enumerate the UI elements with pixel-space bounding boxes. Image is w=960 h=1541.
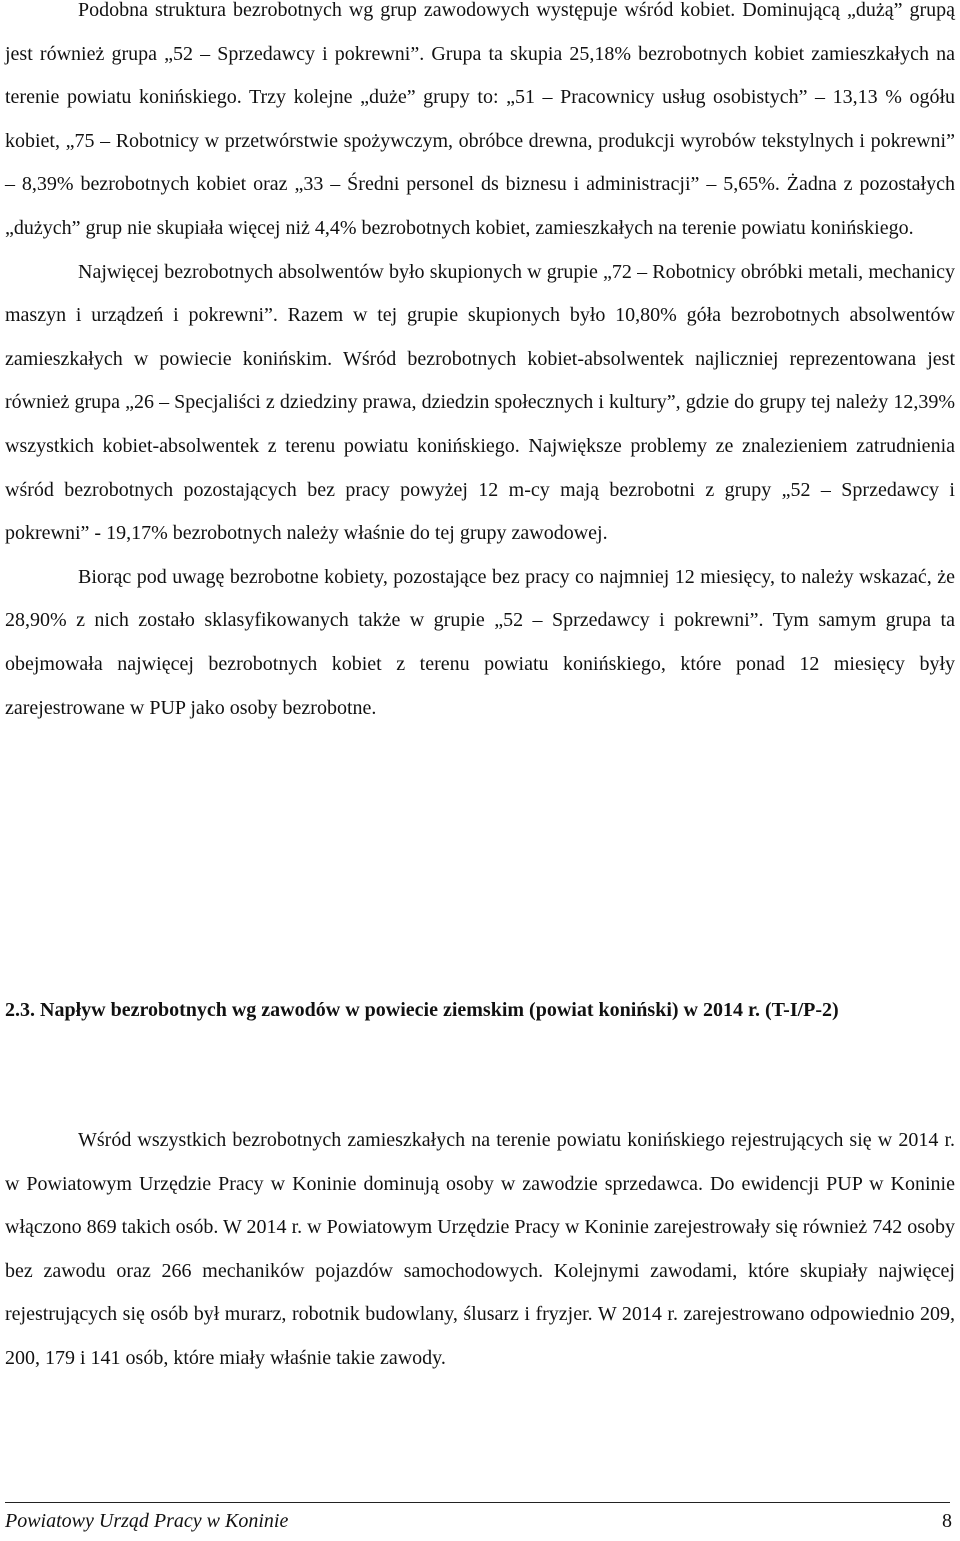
document-page (5, 0, 955, 1369)
paragraph-long-term-women: Biorąc pod uwagę bezrobotne kobiety, pozostające bez pracy co najmniej 12 miesięcy, to należy wskazać, że 28,90% z nich zostało sklasyfikowanych także w grupie „52 – Sprzedawcy i pokrewni”. Tym samym grupa ta obejmowała najwięcej bezrobotnych kobiet z terenu powiatu konińskiego, które ponad 12 miesięcy były zarejestrowane w PUP jako osoby bezrobotne. (5, 565, 955, 719)
paragraph-women-groups: Podobna struktura bezrobotnych wg grup zawodowych występuje wśród kobiet. Dominującą „dużą” grupą jest również grupa „52 – Sprzedawcy i pokrewni”. Grupa ta skupia 25,18% bezrobotnych kobiet zamieszkałych na terenie powiatu konińskiego. Trzy kolejne „duże” grupy to: „51 – Pracownicy usług osobistych” – 13,13 % ogółu kobiet, „75 – Robotnicy w przetwórstwie spożywczym, obróbce drewna, produkcji wyrobów tekstylnych i pokrewni” – 8,39% bezrobotnych kobiet oraz „33 – Średni personel ds biznesu i administracji” – 5,65%. Żadna z pozostałych „dużych” grup nie skupiała więcej niż 4,4% bezrobotnych kobiet, zamieszkałych na terenie powiatu konińskiego. (5, 0, 955, 239)
section-heading: 2.3. Napływ bezrobotnych wg zawodów w powiecie ziemskim (powiat koniński) w 2014 r. (T-I/P-2) (5, 999, 839, 1021)
paragraph-inflow-2014: Wśród wszystkich bezrobotnych zamieszkałych na terenie powiatu konińskiego rejestrujących się w 2014 r. w Powiatowym Urzędzie Pracy w Koninie dominują osoby w zawodzie sprzedawca. Do ewidencji PUP w Koninie włączono 869 takich osób. W 2014 r. w Powiatowym Urzędzie Pracy w Koninie zarejestrowały się również 742 osoby bez zawodu oraz 266 mechaników pojazdów samochodowych. Kolejnymi zawodami, które skupiały najwięcej rejestrujących się osób był murarz, robotnik budowlany, ślusarz i fryzjer. W 2014 r. zarejestrowano odpowiednio 209, 200, 179 i 141 osób, które miały właśnie takie zawody. (5, 1129, 955, 1369)
paragraph-graduates: Najwięcej bezrobotnych absolwentów było skupionych w grupie „72 – Robotnicy obróbki metali, mechanicy maszyn i urządzeń i pokrewni”. Razem w tej grupie skupionych było 10,80% góła bezrobotnych absolwentów zamieszkałych w powiecie konińskim. Wśród bezrobotnych kobiet-absolwentek najliczniej reprezentowana jest również grupa „26 – Specjaliści z dziedziny prawa, dziedzin społecznych i kultury”, gdzie do grupy tej należy 12,39% wszystkich kobiet-absolwentek z terenu powiatu konińskiego. Największe problemy ze znalezieniem zatrudnienia wśród bezrobotnych pozostających bez pracy powyżej 12 m-cy mają bezrobotni z grupy „52 – Sprzedawcy i pokrewni” - 19,17% bezrobotnych należy właśnie do tej grupy zawodowej. (5, 260, 955, 545)
footer-page-number: 8 (942, 1510, 952, 1532)
footer-office-name: Powiatowy Urząd Pracy w Koninie (5, 1510, 289, 1532)
footer-divider (5, 1502, 950, 1503)
